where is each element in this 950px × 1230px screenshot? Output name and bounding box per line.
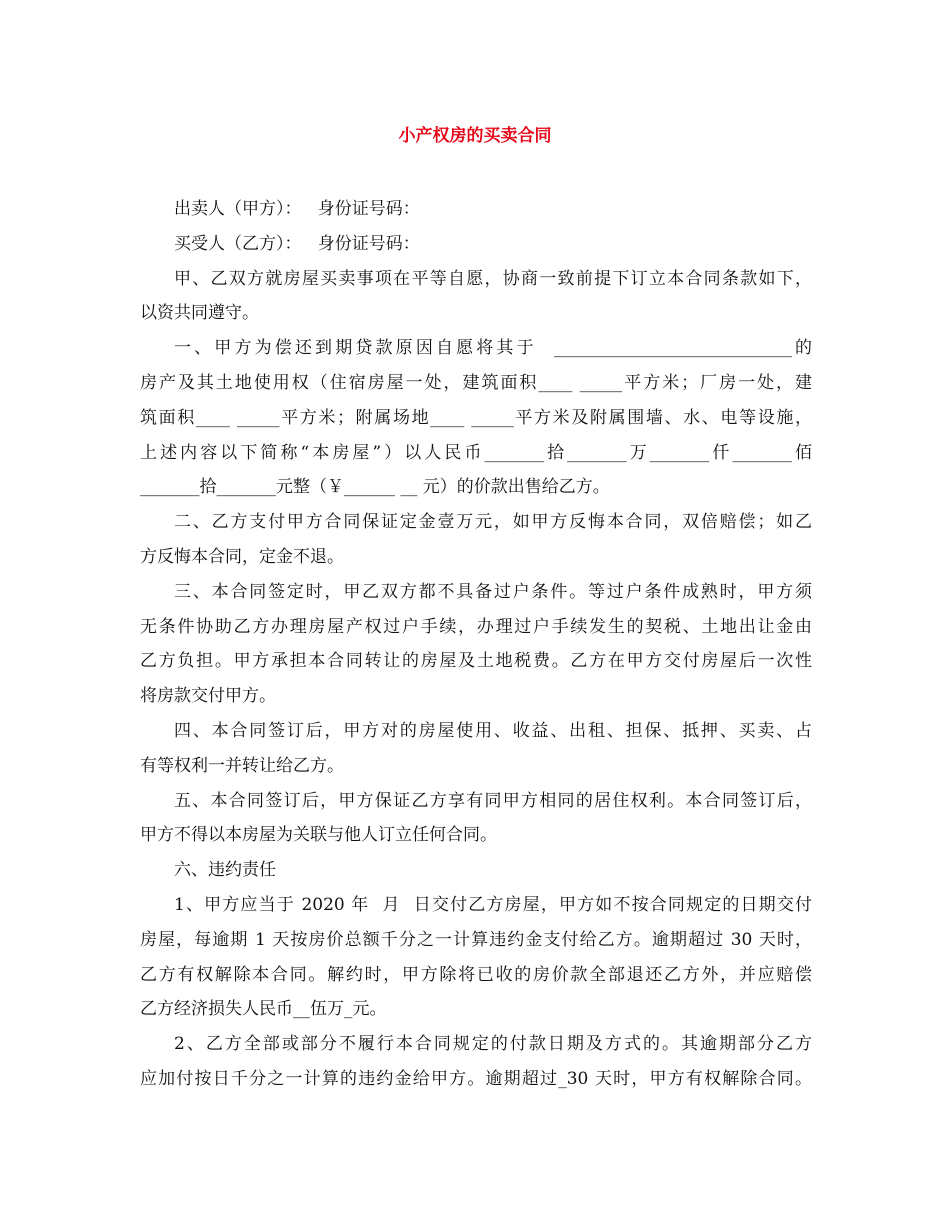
clause-5-line: 甲方不得以本房屋为关联与他人订立任何合同。	[140, 825, 497, 846]
paragraph-line: 以资共同遵守。	[140, 303, 259, 324]
clause-1-line: 一、甲方为偿还到期贷款原因自愿将其于 ____________________________的	[174, 338, 812, 359]
clause-3-line: 无条件协助乙方办理房屋产权过户手续，办理过户手续发生的契税、土地出让金由	[140, 616, 812, 637]
clause-3-line: 三、本合同签定时，甲乙双方都不具备过户条件。等过户条件成熟时，甲方须	[174, 581, 812, 602]
clause-6-heading: 六、违约责任	[174, 860, 276, 881]
clause-1-line: _______拾_______元整（￥______ __ 元）的价款出售给乙方。	[140, 477, 610, 498]
clause-1-line: 房产及其土地使用权（住宿房屋一处，建筑面积____ _____平方米；厂房一处，建	[140, 372, 812, 393]
clause-1-line: 筑面积____ _____平方米；附属场地____ _____平方米及附属围墙、水、电等设施，	[140, 407, 812, 428]
paragraph-line: 甲、乙双方就房屋买卖事项在平等自愿，协商一致前提下订立本合同条款如下，	[174, 268, 812, 289]
clause-4-line: 四、本合同签订后，甲方对的房屋使用、收益、出租、担保、抵押、买卖、占	[174, 720, 812, 741]
clause-6-1-line: 乙方经济损失人民币__伍万_元。	[140, 999, 387, 1020]
clause-6-1-line: 1、甲方应当于 2020 年 月 日交付乙方房屋，甲方如不按合同规定的日期交付	[174, 894, 812, 915]
clause-4-line: 有等权利一并转让给乙方。	[140, 755, 344, 776]
clause-6-1-line: 乙方有权解除本合同。解约时，甲方除将已收的房价款全部退还乙方外，并应赔偿	[140, 964, 812, 985]
seller-line: 出卖人（甲方）： 身份证号码：	[174, 199, 420, 219]
clause-6-2-line: 应加付按日千分之一计算的违约金给甲方。逾期超过_30 天时，甲方有权解除合同。	[140, 1068, 812, 1089]
document-title: 小产权房的买卖合同	[398, 126, 552, 146]
clause-2-line: 二、乙方支付甲方合同保证定金壹万元，如甲方反悔本合同，双倍赔偿；如乙	[174, 512, 812, 533]
clause-3-line: 乙方负担。甲方承担本合同转让的房屋及土地税费。乙方在甲方交付房屋后一次性	[140, 651, 812, 672]
clause-6-1-line: 房屋，每逾期 1 天按房价总额千分之一计算违约金支付给乙方。逾期超过 30 天时，	[140, 929, 812, 950]
buyer-line: 买受人（乙方）： 身份证号码：	[174, 233, 420, 254]
clause-3-line: 将房款交付甲方。	[140, 686, 276, 707]
clause-5-line: 五、本合同签订后，甲方保证乙方享有同甲方相同的居住权利。本合同签订后，	[174, 790, 812, 811]
clause-2-line: 方反悔本合同，定金不退。	[140, 546, 344, 567]
clause-6-2-line: 2、乙方全部或部分不履行本合同规定的付款日期及方式的。其逾期部分乙方	[174, 1034, 812, 1055]
document-body	[140, 192, 812, 1097]
clause-1-line: 上述内容以下简称“本房屋”）以人民币_______拾_______万_______仟_______佰	[140, 442, 812, 463]
